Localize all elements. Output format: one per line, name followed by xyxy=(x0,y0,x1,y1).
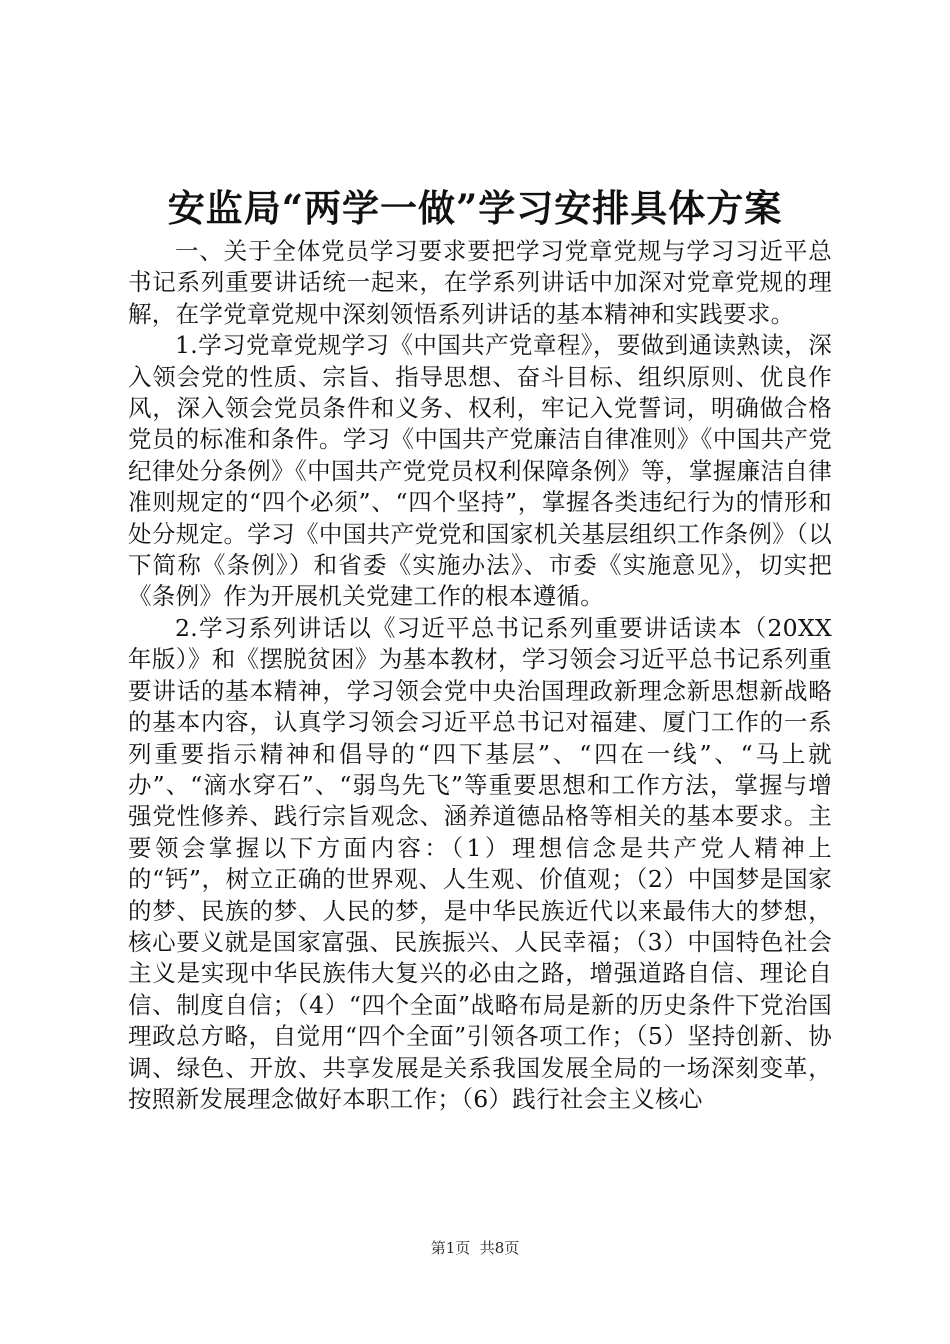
paragraph-series-speeches: 2.学习系列讲话以《习近平总书记系列重要讲话读本（20XX年版）》和《摆脱贫困》为基本教材，学习领会习近平总书记系列重要讲话的基本精神，学习领会党中央治国理政新理念新思想新战略的基本内容，认真学习领会习近平总书记对福建、厦门工作的一系列重要指示精神和倡导的“四下基层”、“四在一线”、“马上就办”、“滴水穿石”、“弱鸟先飞”等重要思想和工作方法，掌握与增强党性修养、践行宗旨观念、涵养道德品格等相关的基本要求。主要领会掌握以下方面内容：（1）理想信念是共产党人精神上的“钙”，树立正确的世界观、人生观、价值观；（2）中国梦是国家的梦、民族的梦、人民的梦，是中华民族近代以来最伟大的梦想，核心要义就是国家富强、民族振兴、人民幸福；（3）中国特色社会主义是实现中华民族伟大复兴的必由之路，增强道路自信、理论自信、制度自信；（4）“四个全面”战略布局是新的历史条件下党治国理政总方略，自觉用“四个全面”引领各项工作；（5）坚持创新、协调、绿色、开放、共享发展是关系我国发展全局的一场深刻变革，按照新发展理念做好本职工作；（6）践行社会主义核心 xyxy=(128,613,832,1113)
page-number: 第1页 共8页 xyxy=(430,1239,520,1257)
paragraph-intro: 一、关于全体党员学习要求要把学习党章党规与学习习近平总书记系列重要讲话统一起来，在学系列讲话中加深对党章党规的理解，在学党章党规中深刻领悟系列讲话的基本精神和实践要求。 xyxy=(128,237,832,328)
document-title: 安监局“两学一做”学习安排具体方案 xyxy=(167,186,783,230)
paragraph-party-rules: 1.学习党章党规学习《中国共产党章程》，要做到通读熟读，深入领会党的性质、宗旨、指导思想、奋斗目标、组织原则、优良作风，深入领会党员条件和义务、权利，牢记入党誓词，明确做合格党员的标准和条件。学习《中国共产党廉洁自律准则》《中国共产党纪律处分条例》《中国共产党党员权利保障条例》等，掌握廉洁自律准则规定的“四个必须”、“四个坚持”，掌握各类违纪行为的情形和处分规定。学习《中国共产党党和国家机关基层组织工作条例》（以下简称《条例》）和省委《实施办法》、市委《实施意见》，切实把《条例》作为开展机关党建工作的根本遵循。 xyxy=(128,331,832,611)
page-footer xyxy=(0,1238,950,1258)
document-body xyxy=(128,236,832,1115)
